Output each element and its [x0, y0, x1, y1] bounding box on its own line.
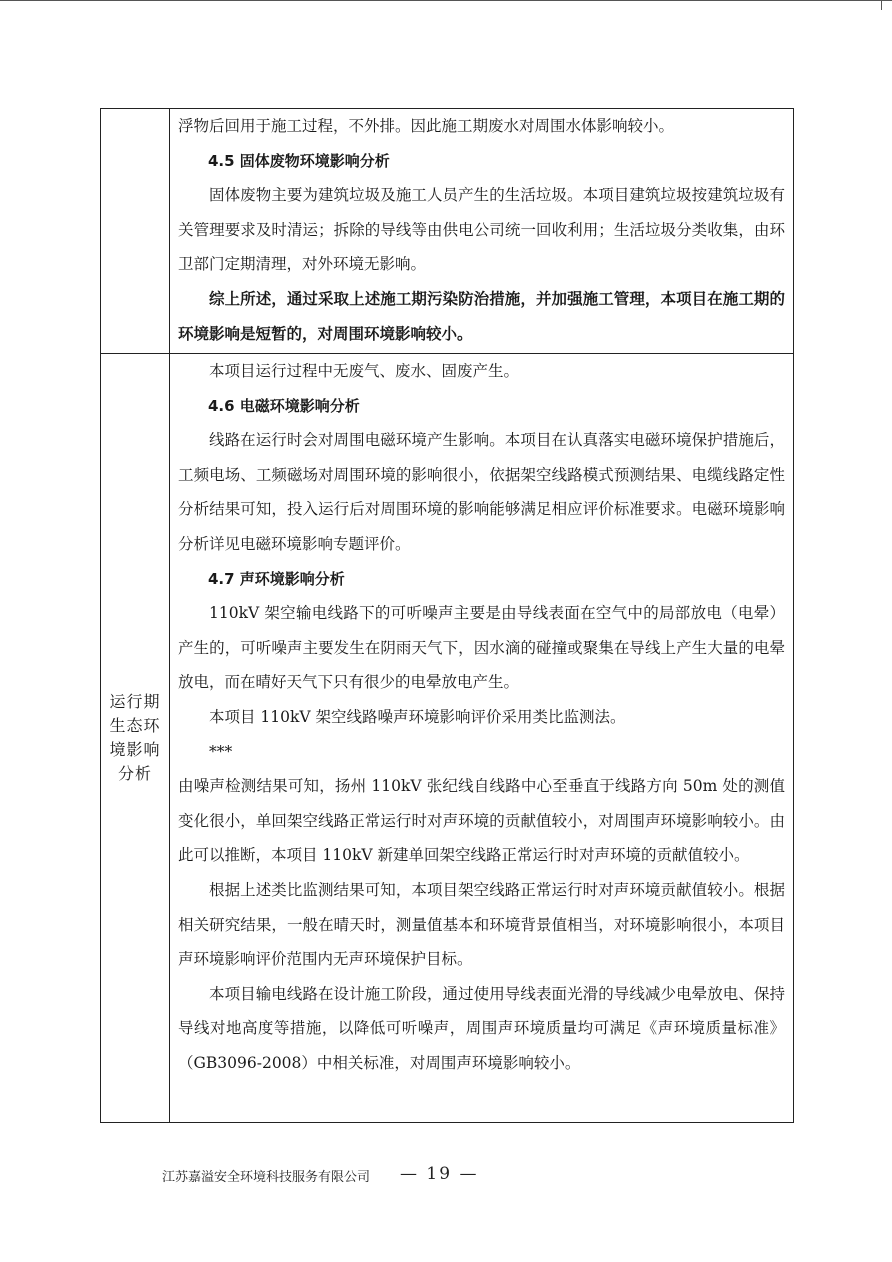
paragraph-solid-waste: 固体废物主要为建筑垃圾及施工人员产生的生活垃圾。本项目建筑垃圾按建筑垃圾有关管理要求及时清运；拆除的导线等由供电公司统一回收利用；生活垃圾分类收集，由环卫部门定期清理，对外环境无影响。	[178, 186, 785, 274]
paragraph-no-waste: 本项目运行过程中无废气、废水、固废产生。	[209, 362, 520, 380]
heading-4-6: 4.6 电磁环境影响分析	[208, 396, 360, 415]
page-number: — 19 —	[400, 1164, 479, 1184]
paragraph-construction-summary: 综上所述，通过采取上述施工期污染防治措施，并加强施工管理，本项目在施工期的环境影响是短暂的，对周围环境影响较小。	[178, 288, 785, 343]
heading-4-5: 4.5 固体废物环境影响分析	[208, 151, 390, 170]
footer-company: 江苏嘉溢安全环境科技服务有限公司	[162, 1170, 371, 1185]
paragraph-redacted: ***	[209, 742, 233, 761]
paragraph-electromagnetic: 线路在运行时会对周围电磁环境产生影响。本项目在认真落实电磁环境保护措施后，工频电场、工频磁场对周围环境的影响很小，依据架空线路模式预测结果、电缆线路定性分析结果可知，投入运行后对周围环境的影响能够满足相应评价标准要求。电磁环境影响分析详见电磁环境影响专题评价。	[178, 431, 785, 553]
paragraph-noise-measures: 本项目输电线路在设计施工阶段，通过使用导线表面光滑的导线减少电晕放电、保持导线对地高度等措施，以降低可听噪声，周围声环境质量均可满足《声环境质量标准》（GB3096-2008）中相关标准，对周围声环境影响较小。	[178, 984, 785, 1072]
heading-4-7: 4.7 声环境影响分析	[208, 569, 345, 588]
top-border-line	[0, 0, 892, 1]
paragraph-noise-source: 110kV 架空输电线路下的可听噪声主要是由导线表面在空气中的局部放电（电晕）产生的，可听噪声主要发生在阴雨天气下，因水滴的碰撞或聚集在导线上产生大量的电晕放电，而在晴好天气下只有很少的电晕放电产生。	[178, 604, 785, 692]
paragraph-wastewater-end: 浮物后回用于施工过程，不外排。因此施工期废水对周围水体影响较小。	[178, 117, 675, 135]
paragraph-noise-conclusion: 根据上述类比监测结果可知，本项目架空线路正常运行时对声环境贡献值较小。根据相关研究结果，一般在晴天时，测量值基本和环境背景值相当，对环境影响很小，本项目声环境影响评价范围内无声环境保护目标。	[178, 880, 785, 969]
table-row-construction	[101, 109, 794, 354]
table-row-operation	[101, 354, 794, 1123]
section1-content	[170, 109, 794, 354]
top-corner-mark	[881, 0, 892, 10]
row-label-construction	[101, 109, 170, 354]
section2-content	[170, 354, 794, 1123]
row-label-operation: 运行期生态环境影响分析	[101, 354, 170, 1123]
paragraph-noise-method: 本项目 110kV 架空线路噪声环境影响评价采用类比监测法。	[209, 707, 626, 726]
paragraph-noise-result: 由噪声检测结果可知，扬州 110kV 张纪线自线路中心至垂直于线路方向 50m 处的测值变化很小，单回架空线路正常运行时对声环境的贡献值较小，对周围声环境影响较小。由此可以推断，本项目 110kV 新建单回架空线路正常运行时对声环境的贡献值较小。	[178, 777, 785, 865]
report-table	[100, 108, 794, 1123]
